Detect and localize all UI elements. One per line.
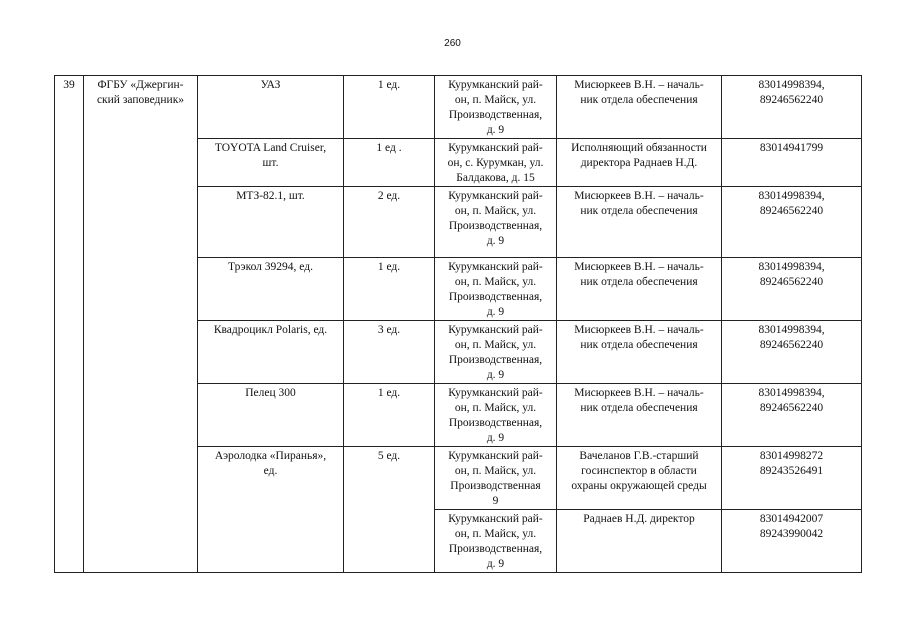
responsible-cell (557, 258, 722, 321)
phone-line: 83014998394, (758, 324, 825, 336)
phone-line: 89246562240 (759, 402, 824, 414)
address-line: Курумканский рай- (448, 261, 543, 273)
responsible-line: Мисюркеев В.Н. – началь- (574, 387, 704, 399)
address-cell (435, 139, 557, 187)
responsible-line: директора Раднаев Н.Д. (580, 157, 698, 169)
address-line: Производственная (450, 480, 541, 492)
equipment-line: ед. (263, 465, 278, 477)
address-line: Производственная, (448, 417, 543, 429)
resource-table (54, 75, 862, 573)
phone-cell (722, 139, 862, 187)
equipment-line: МТЗ-82.1, шт. (236, 190, 305, 202)
quantity-cell: 1 ед. (344, 258, 435, 321)
address-line: д. 9 (486, 432, 505, 444)
address-line: он, п. Майск, ул. (454, 528, 537, 540)
equipment-cell (198, 258, 344, 321)
responsible-line: ник отдела обеспечения (580, 205, 698, 217)
entry-number: 39 (55, 76, 84, 573)
responsible-line: Мисюркеев В.Н. – началь- (574, 324, 704, 336)
phone-line: 83014998394, (758, 79, 825, 91)
address-line: он, п. Майск, ул. (454, 339, 537, 351)
phone-line: 89246562240 (759, 205, 824, 217)
address-cell (435, 187, 557, 258)
responsible-cell (557, 139, 722, 187)
responsible-line: ник отдела обеспечения (580, 94, 698, 106)
address-cell (435, 258, 557, 321)
organization-line: ский заповедник» (96, 94, 185, 106)
responsible-line: ник отдела обеспечения (580, 339, 698, 351)
address-line: Курумканский рай- (448, 79, 543, 91)
address-line: Производственная, (448, 109, 543, 121)
quantity-cell: 3 ед. (344, 321, 435, 384)
responsible-line: Исполняющий обязанности (571, 142, 707, 154)
address-line: д. 9 (486, 235, 505, 247)
quantity-cell: 1 ед. (344, 384, 435, 447)
phone-line: 83014941799 (759, 142, 824, 154)
address-cell (435, 321, 557, 384)
address-line: он, п. Майск, ул. (454, 402, 537, 414)
phone-cell (722, 447, 862, 510)
equipment-cell (198, 187, 344, 258)
responsible-line: госинспектор в области (581, 465, 697, 477)
quantity-cell: 2 ед. (344, 187, 435, 258)
responsible-line: охраны окружающей среды (571, 480, 707, 492)
phone-cell (722, 510, 862, 573)
equipment-line: УАЗ (260, 79, 281, 91)
address-line: Курумканский рай- (448, 190, 543, 202)
quantity-cell: 1 ед. (344, 76, 435, 139)
address-line: Курумканский рай- (448, 387, 543, 399)
responsible-cell (557, 447, 722, 510)
phone-cell (722, 258, 862, 321)
address-line: Производственная, (448, 291, 543, 303)
address-cell (435, 447, 557, 510)
address-line: он, п. Майск, ул. (454, 276, 537, 288)
address-line: он, п. Майск, ул. (454, 465, 537, 477)
phone-line: 83014998394, (758, 261, 825, 273)
address-line: Курумканский рай- (448, 142, 543, 154)
phone-line: 83014998394, (758, 387, 825, 399)
phone-line: 89243990042 (759, 528, 824, 540)
equipment-line: TOYOTA Land Cruiser, (214, 142, 327, 154)
address-line: д. 9 (486, 124, 505, 136)
phone-cell (722, 321, 862, 384)
address-line: д. 9 (486, 369, 505, 381)
responsible-line: Мисюркеев В.Н. – началь- (574, 79, 704, 91)
address-line: он, с. Курумкан, ул. (447, 157, 544, 169)
address-line: Производственная, (448, 220, 543, 232)
responsible-cell (557, 321, 722, 384)
equipment-line: Квадроцикл Polaris, ед. (213, 324, 328, 336)
responsible-line: ник отдела обеспечения (580, 276, 698, 288)
phone-cell (722, 187, 862, 258)
address-line: Курумканский рай- (448, 324, 543, 336)
organization-cell (84, 76, 198, 573)
address-cell (435, 76, 557, 139)
address-line: Курумканский рай- (448, 513, 543, 525)
responsible-cell (557, 384, 722, 447)
phone-line: 83014942007 (759, 513, 824, 525)
responsible-cell (557, 76, 722, 139)
page-number: 260 (444, 38, 461, 49)
equipment-line: Пелец 300 (245, 387, 296, 399)
address-line: 9 (492, 495, 499, 507)
equipment-cell (198, 321, 344, 384)
table-row (55, 76, 862, 139)
phone-cell (722, 384, 862, 447)
equipment-line: шт. (262, 157, 279, 169)
address-line: он, п. Майск, ул. (454, 205, 537, 217)
address-line: Производственная, (448, 354, 543, 366)
phone-line: 83014998394, (758, 190, 825, 202)
responsible-line: ник отдела обеспечения (580, 402, 698, 414)
responsible-line: Мисюркеев В.Н. – началь- (574, 261, 704, 273)
address-line: он, п. Майск, ул. (454, 94, 537, 106)
phone-line: 83014998272 (759, 450, 824, 462)
responsible-line: Раднаев Н.Д. директор (583, 513, 695, 525)
equipment-line: Трэкол 39294, ед. (228, 261, 313, 273)
phone-line: 89246562240 (759, 276, 824, 288)
phone-cell (722, 76, 862, 139)
responsible-cell (557, 510, 722, 573)
phone-line: 89246562240 (759, 339, 824, 351)
address-line: Курумканский рай- (448, 450, 543, 462)
equipment-cell (198, 447, 344, 573)
address-line: Производственная, (448, 543, 543, 555)
equipment-cell (198, 76, 344, 139)
equipment-cell (198, 139, 344, 187)
quantity-cell: 1 ед . (344, 139, 435, 187)
address-line: д. 9 (486, 306, 505, 318)
responsible-cell (557, 187, 722, 258)
address-line: д. 9 (486, 558, 505, 570)
quantity-cell: 5 ед. (344, 447, 435, 573)
address-cell (435, 384, 557, 447)
organization-line: ФГБУ «Джергин- (97, 79, 184, 91)
address-cell (435, 510, 557, 573)
responsible-line: Вачеланов Г.В.-старший (579, 450, 699, 462)
phone-line: 89243526491 (759, 465, 824, 477)
responsible-line: Мисюркеев В.Н. – началь- (574, 190, 704, 202)
equipment-cell (198, 384, 344, 447)
address-line: Балдакова, д. 15 (456, 172, 535, 184)
equipment-line: Аэролодка «Пиранья», (214, 450, 327, 462)
phone-line: 89246562240 (759, 94, 824, 106)
